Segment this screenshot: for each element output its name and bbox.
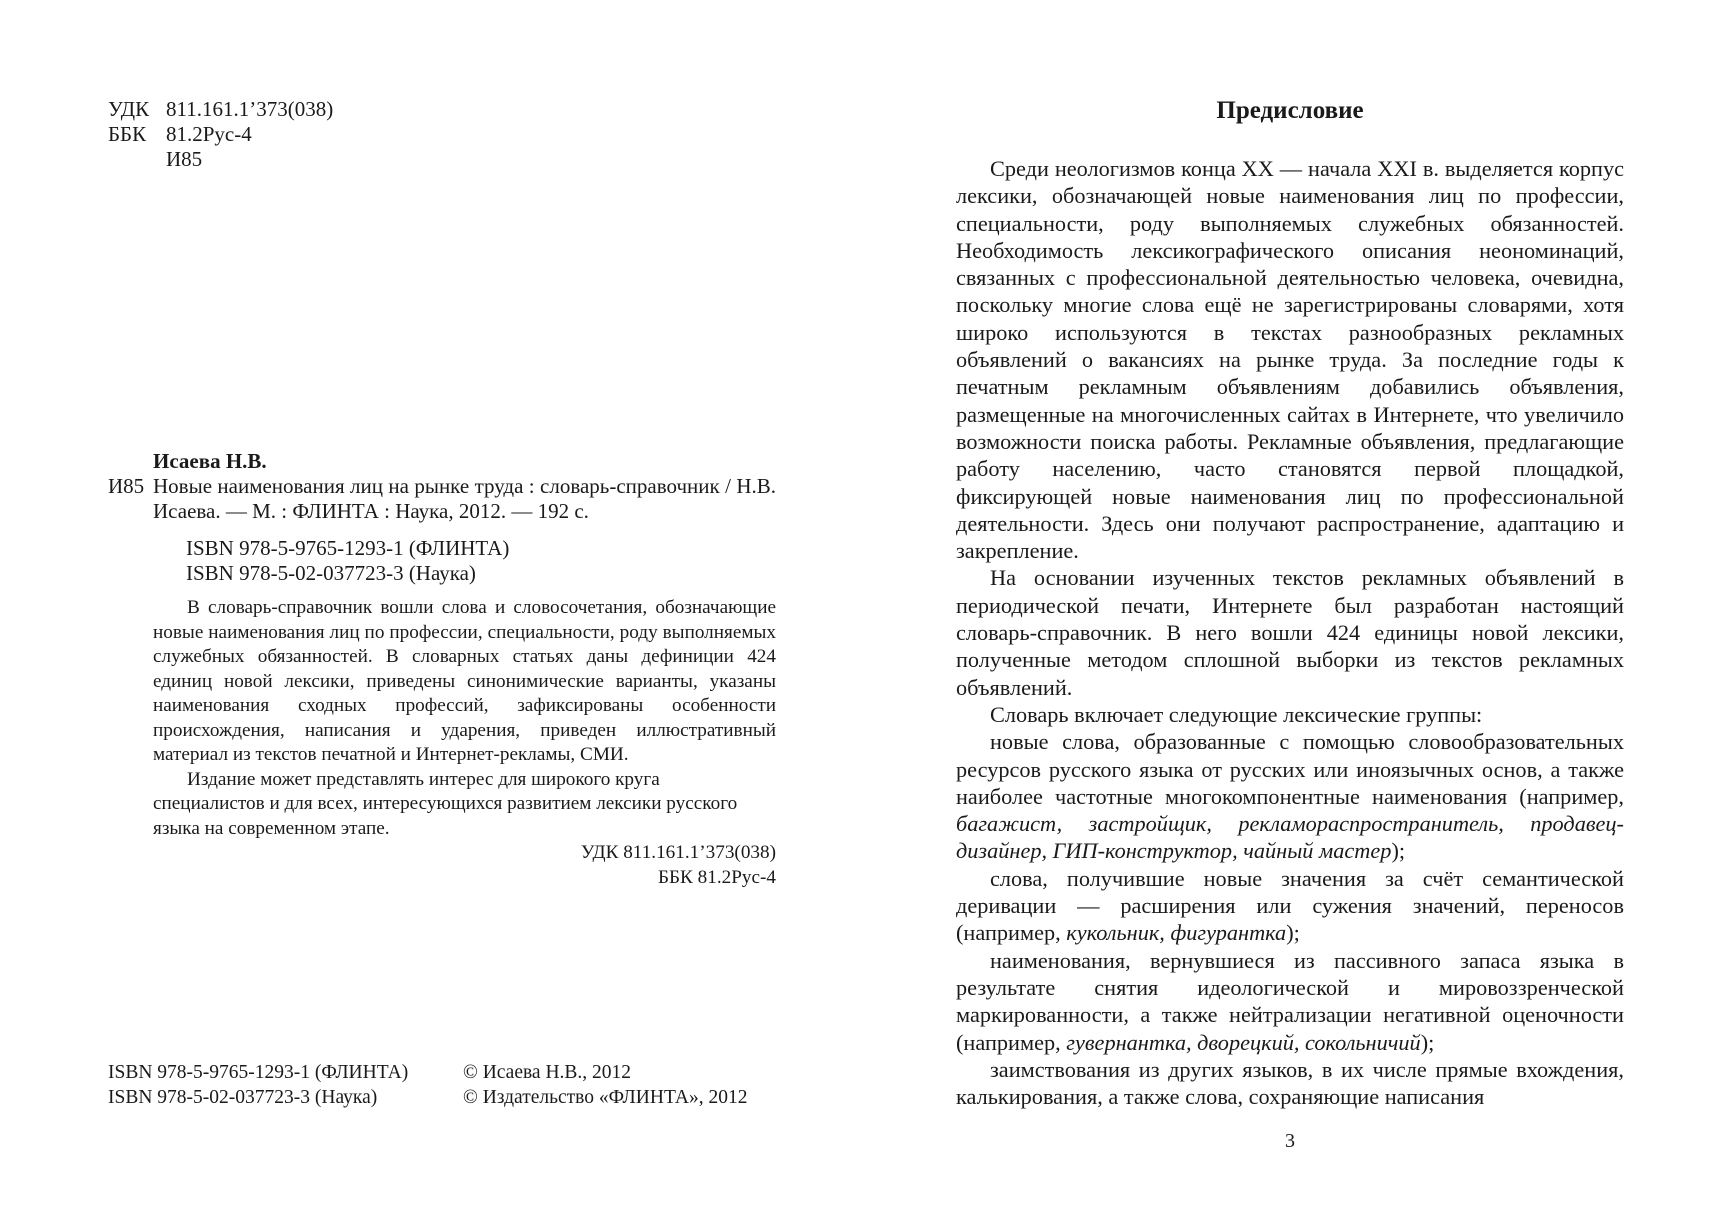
author-mark: И85 [166,147,203,171]
copyright-row-2 [108,1085,776,1110]
preface-paragraph-6-examples: гувернантка, дворецкий, сокольничий [1066,1029,1421,1055]
preface-paragraph-1: Среди неологизмов конца XX — начала XXI в. выделяется корпус лексики, обозначающей новые наименования лиц по профессии, специальности, роду выполняемых служебных обязанностей. Необходимость лексикографического описания неономинаций, связанных с профессиональной деятельностью человека, очевидна, поскольку многие слова ещё не зарегистрированы словарями, хотя широко используются в текстах разнообразных рекламных объявлений о вакансиях на рынке труда. За последние годы к печатным рекламным объявлениям добавились объявления, размещенные на многочисленных сайтах в Интернете, что увеличило возможности поиска работы. Рекламные объявления, предлагающие работу населению, часто становятся первой площадкой, фиксирующей новые наименования лиц по профессиональной деятельности. Здесь они получают распространение, адаптацию и закрепление. [956,156,1624,564]
copyright-row-1 [108,1060,776,1085]
preface-body [956,155,1624,1110]
preface-paragraph-4-text: новые слова, образованные с помощью словообразовательных ресурсов русского языка от русских или иноязычных основ, а также наиболее частотные многокомпонентные наименования (например, [956,729,1624,809]
udk-value: 811.161.1’373(038) [166,97,334,121]
preface-paragraph-6 [956,947,1624,1056]
bbk-label: ББК [108,122,147,146]
preface-paragraph-5 [956,865,1624,947]
abstract-paragraph-1: В словарь-справочник вошли слова и словосочетания, обозначающие новые наименования лиц по профессии, специальности, роду выполняемых служебных обязанностей. В словарных статьях даны дефиниции 424 единиц новой лексики, приведены синонимические варианты, указаны наименования сходных профессий, зафиксированы особенности происхождения, написания и ударения, приведен иллюстративный материал из текстов печатной и Интернет-рекламы, СМИ. [153,597,776,765]
catalog-isbn-nauka: ISBN 978-5-02-037723-3 (Наука) [186,561,476,585]
preface-paragraph-2: На основании изученных текстов рекламных объявлений в периодической печати, Интернете был разработан настоящий словарь-справочник. В него вошли 424 единицы новой лексики, полученные методом сплошной выборки из текстов рекламных объявлений. [956,565,1624,700]
preface-paragraph-5-text: слова, получившие новые значения за счёт семантической деривации — расширения или сужения значений, переносов (например, [956,865,1624,946]
preface-paragraph-5-examples: кукольник, фигурантка [1066,920,1287,946]
catalog-author: Исаева Н.В. [153,449,267,473]
copyright-publisher: © Издательство «ФЛИНТА», 2012 [463,1087,748,1108]
preface-paragraph-4 [956,728,1624,864]
bbk-row [108,122,333,147]
udk-row [108,97,333,122]
catalog-record [108,449,776,890]
preface-paragraph-4-end: ); [1391,838,1406,864]
catalog-author-mark: И85 [108,474,145,498]
preface-paragraph-6-text: наименования, вернувшиеся из пассивного запаса языка в результате снятия идеологической и мировоззренческой маркированности, а также нейтрализации негативной оценочности (например, [956,947,1624,1055]
catalog-isbn-list [108,536,776,586]
catalog-title-row [108,474,776,524]
abstract-udk: УДК 811.161.1’373(038) [580,842,776,863]
abstract-paragraph-2: Издание может представлять интерес для широкого круга специалистов и для всех, интересующихся развитием лексики русского языка на современном этапе. [153,768,738,839]
page-number: 3 [1285,1130,1295,1152]
copyright-isbn-nauka: ISBN 978-5-02-037723-3 (Наука) [108,1087,378,1108]
preface-paragraph-6-end: ); [1420,1029,1435,1055]
copyright-author: © Исаева Н.В., 2012 [463,1062,632,1083]
classification-block [108,97,333,172]
abstract [108,596,776,890]
preface-paragraph-7: заимствования из других языков, в их числе прямые вхождения, калькирования, а также слова, сохраняющие написания [956,1056,1624,1110]
copyright-block [108,1060,776,1110]
udk-label: УДК [108,97,150,121]
right-page [856,0,1713,1211]
preface-paragraph-5-end: ); [1286,920,1300,946]
catalog-description: Новые наименования лиц на рынке труда : словарь-справочник / Н.В. Исаева. — М. : ФЛИНТА : Наука, 2012. — 192 с. [153,474,776,523]
copyright-isbn-flinta: ISBN 978-5-9765-1293-1 (ФЛИНТА) [108,1062,409,1083]
page-title: Предисловие [1216,97,1364,124]
catalog-isbn-flinta: ISBN 978-5-9765-1293-1 (ФЛИНТА) [186,536,510,560]
abstract-bbk: ББК 81.2Рус-4 [658,866,776,888]
bbk-value: 81.2Рус-4 [166,122,252,146]
preface-paragraph-3: Словарь включает следующие лексические группы: [990,701,1483,727]
preface-paragraph-4-examples: багажист, застройщик, рекламораспространитель, продавец-дизайнер, ГИП-конструктор, чайный мастер [956,811,1624,864]
left-page [0,0,856,1211]
